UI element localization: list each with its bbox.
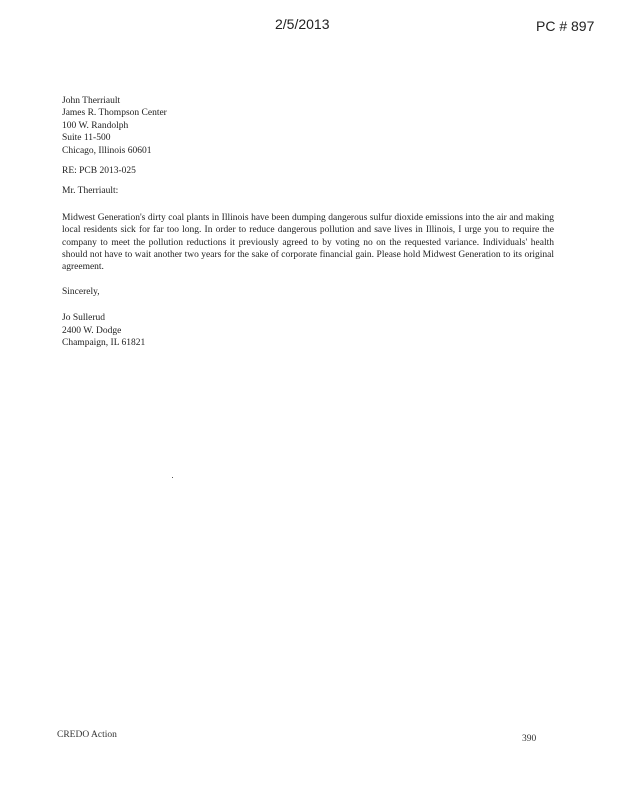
- recipient-address: [62, 95, 554, 157]
- scan-speck: [172, 477, 173, 478]
- salutation: Mr. Therriault:: [62, 186, 119, 197]
- address-line: John Therriault: [62, 96, 121, 106]
- header-date: 2/5/2013: [275, 16, 330, 32]
- footer-organization: CREDO Action: [57, 730, 117, 740]
- signer-name: Jo Sullerud: [62, 313, 106, 324]
- closing: Sincerely,: [62, 286, 100, 297]
- signature-block: [62, 312, 554, 349]
- address-line: Suite 11-500: [62, 133, 111, 144]
- reference-line: RE: PCB 2013-025: [62, 166, 136, 177]
- address-line: 100 W. Randolph: [62, 120, 129, 131]
- address-line: James R. Thompson Center: [62, 108, 167, 119]
- letter-body: [62, 95, 554, 350]
- address-line: Chicago, Illinois 60601: [62, 145, 152, 156]
- page-number: 390: [522, 734, 537, 744]
- signer-city: Champaign, IL 61821: [62, 338, 146, 349]
- signer-street: 2400 W. Dodge: [62, 325, 122, 336]
- public-comment-number: PC # 897: [536, 18, 595, 34]
- letter-paragraph: Midwest Generation's dirty coal plants in Illinois have been dumping dangerous sulfur dioxide emissions into the air and making local residents sick for far too long. In order to reduce dangerous pollution and save lives in Illinois, I urge you to require the company to meet the pollution reductions it previously agreed to by voting no on the requested variance. Individuals' health should not have to wait another two years for the sake of corporate financial gain. Please hold Midwest Generation to its original agreement.: [62, 212, 554, 273]
